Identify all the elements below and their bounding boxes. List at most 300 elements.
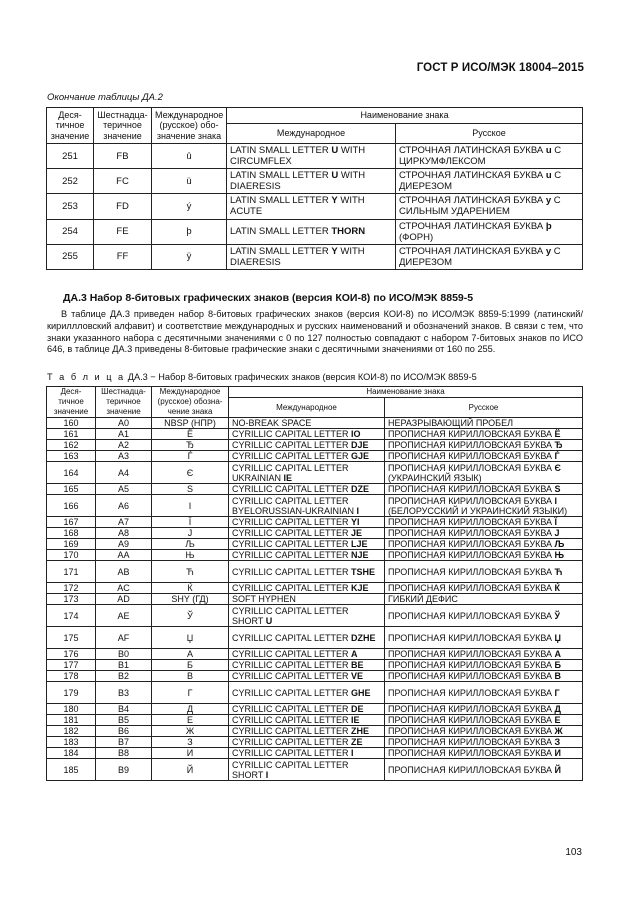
decimal-cell: 174 — [47, 605, 96, 627]
international-name-cell — [227, 219, 396, 244]
international-name-text: CYRILLIC CAPITAL LETTER — [232, 528, 352, 538]
russian-name-text: ПРОПИСНАЯ КИРИЛЛОВСКАЯ БУКВА — [388, 764, 555, 775]
russian-name-letter: Њ — [554, 550, 565, 560]
russian-name-text: ПРОПИСНАЯ КИРИЛЛОВСКАЯ БУКВА — [388, 726, 555, 736]
russian-name-suffix: С ДИЕРЕЗОМ — [399, 245, 561, 268]
header-designation: Международное (русское) обозна-чение знака — [152, 387, 229, 418]
russian-name-cell — [396, 144, 583, 169]
header-hex: Шестнадца-теричное значение — [94, 108, 152, 144]
russian-name-letter: Ї — [554, 517, 558, 527]
russian-name-cell — [385, 759, 583, 781]
glyph-cell: Й — [152, 759, 229, 781]
russian-name-cell — [385, 583, 583, 594]
russian-name-suffix: С ДИЕРЕЗОМ — [399, 170, 562, 193]
international-name-cell — [229, 715, 385, 726]
international-name-text: LATIN SMALL LETTER — [230, 195, 332, 207]
header-international: Международное — [227, 124, 396, 144]
international-name-text: LATIN SMALL LETTER — [230, 145, 332, 157]
russian-name-letter: Г — [554, 687, 560, 698]
hex-cell: B2 — [96, 671, 152, 682]
international-name-letter: JE — [351, 528, 363, 538]
international-name-text: CYRILLIC CAPITAL LETTER — [232, 440, 352, 450]
russian-name-cell — [385, 649, 583, 660]
decimal-cell: 177 — [47, 660, 96, 671]
hex-cell: AA — [96, 550, 152, 561]
hex-cell: B8 — [96, 748, 152, 759]
glyph-cell: Ћ — [152, 561, 229, 583]
table-row — [47, 484, 583, 495]
table-row — [47, 704, 583, 715]
russian-name-cell — [385, 748, 583, 759]
international-name-cell — [229, 671, 385, 682]
international-name-text: CYRILLIC CAPITAL LETTER — [232, 550, 352, 560]
hex-cell: A0 — [96, 418, 152, 429]
international-name-cell — [229, 594, 385, 605]
hex-cell: B0 — [96, 649, 152, 660]
russian-name-text: ПРОПИСНАЯ КИРИЛЛОВСКАЯ БУКВА — [388, 429, 555, 439]
russian-name-text: ПРОПИСНАЯ КИРИЛЛОВСКАЯ БУКВА — [388, 440, 555, 450]
russian-name-text: ПРОПИСНАЯ КИРИЛЛОВСКАЯ БУКВА — [388, 517, 555, 527]
glyph-cell: NBSP (НПР) — [152, 418, 229, 429]
russian-name-text: ПРОПИСНАЯ КИРИЛЛОВСКАЯ БУКВА — [388, 495, 555, 506]
table-row — [47, 605, 583, 627]
glyph-cell: Ў — [152, 605, 229, 627]
russian-name-text: ПРОПИСНАЯ КИРИЛЛОВСКАЯ БУКВА — [388, 704, 555, 714]
glyph-cell: Ѕ — [152, 484, 229, 495]
russian-name-cell — [385, 462, 583, 484]
glyph-cell: А — [152, 649, 229, 660]
international-name-cell — [229, 550, 385, 561]
decimal-cell: 163 — [47, 451, 96, 462]
international-name-text: LATIN SMALL LETTER — [230, 226, 332, 238]
international-name-text: CYRILLIC CAPITAL LETTER — [232, 566, 352, 577]
table-row — [47, 671, 583, 682]
header-name-group: Наименование знака — [229, 387, 583, 398]
international-name-letter: THORN — [331, 226, 366, 238]
decimal-cell: 169 — [47, 539, 96, 550]
russian-name-suffix: (БЕЛОРУССКИЙ И УКРАИНСКИЙ ЯЗЫКИ) — [388, 505, 568, 516]
decimal-cell: 176 — [47, 649, 96, 660]
table-row — [47, 660, 583, 671]
international-name-cell — [229, 528, 385, 539]
international-name-letter: NJE — [351, 550, 369, 560]
section-paragraph: В таблице ДА.3 приведен набор 8-битовых графических знаков (версия КОИ-8) по ИСО/МЭК 8859-5:1999 (латинский/кириллловский алфавит) и соответствие международных и русских наименований и обозначений знаков. В связи с тем, что знаки указанного набора с десятичными значениями с 0 по 127 полностью совпадают с набором 7-битовых знаков по ИСО 646, в таблице ДА.3 приведены 8-битовые графические знаки с десятичными значениями от 160 по 255. — [47, 309, 583, 355]
russian-name-letter: З — [554, 737, 561, 747]
russian-name-text: ПРОПИСНАЯ КИРИЛЛОВСКАЯ БУКВА — [388, 484, 555, 494]
header-designation: Международное (русское) обо-значение знака — [152, 108, 227, 144]
decimal-cell: 161 — [47, 429, 96, 440]
international-name-letter: IO — [351, 429, 361, 439]
table-row — [47, 737, 583, 748]
glyph-cell: Ї — [152, 517, 229, 528]
table-caption-text: ДА.3 − Набор 8-битовых графических знаков (версия КОИ-8) по ИСО/МЭК 8859-5 — [125, 372, 477, 382]
international-name-text: CYRILLIC CAPITAL LETTER — [232, 451, 352, 461]
table-row — [47, 594, 583, 605]
international-name-suffix: WITH DIAERESIS — [230, 245, 365, 268]
russian-name-text: ПРОПИСНАЯ КИРИЛЛОВСКАЯ БУКВА — [388, 610, 555, 621]
glyph-cell: Д — [152, 704, 229, 715]
international-name-cell — [229, 561, 385, 583]
russian-name-cell — [385, 715, 583, 726]
glyph-cell: Џ — [152, 627, 229, 649]
russian-name-text: ПРОПИСНАЯ КИРИЛЛОВСКАЯ БУКВА — [388, 451, 555, 461]
international-name-text: SOFT HYPHEN — [232, 594, 296, 604]
glyph-cell: Е — [152, 715, 229, 726]
international-name-letter: U — [331, 170, 339, 182]
russian-name-letter: Ё — [554, 429, 561, 439]
russian-name-text: ПРОПИСНАЯ КИРИЛЛОВСКАЯ БУКВА — [388, 649, 555, 659]
russian-name-cell — [396, 219, 583, 244]
international-name-suffix: WITH ACUTE — [230, 195, 365, 218]
russian-name-cell — [385, 451, 583, 462]
table-row — [47, 517, 583, 528]
russian-name-text: ПРОПИСНАЯ КИРИЛЛОВСКАЯ БУКВА — [388, 632, 555, 643]
decimal-cell: 253 — [47, 194, 94, 219]
decimal-cell: 175 — [47, 627, 96, 649]
international-name-letter: U — [331, 145, 339, 157]
glyph-cell: І — [152, 495, 229, 517]
international-name-letter: I — [351, 748, 354, 758]
table-row — [47, 561, 583, 583]
international-name-cell — [229, 539, 385, 550]
international-name-letter: DZE — [351, 484, 370, 494]
international-name-text: CYRILLIC CAPITAL LETTER — [232, 704, 352, 714]
russian-name-cell — [396, 194, 583, 219]
russian-name-text: СТРОЧНАЯ ЛАТИНСКАЯ БУКВА — [399, 145, 546, 157]
table-da2-continuation — [46, 107, 583, 270]
hex-cell: A7 — [96, 517, 152, 528]
hex-cell: A6 — [96, 495, 152, 517]
international-name-text: CYRILLIC CAPITAL LETTER — [232, 484, 352, 494]
international-name-text: CYRILLIC CAPITAL LETTER — [232, 660, 352, 670]
international-name-cell — [229, 737, 385, 748]
table-row — [47, 528, 583, 539]
international-name-cell — [229, 660, 385, 671]
glyph-cell: þ — [152, 219, 227, 244]
header-russian: Русское — [385, 398, 583, 418]
international-name-text: CYRILLIC CAPITAL LETTER — [232, 715, 352, 725]
hex-cell: AF — [96, 627, 152, 649]
international-name-cell — [229, 682, 385, 704]
russian-name-text: СТРОЧНАЯ ЛАТИНСКАЯ БУКВА — [399, 170, 546, 182]
decimal-cell: 167 — [47, 517, 96, 528]
russian-name-text: ПРОПИСНАЯ КИРИЛЛОВСКАЯ БУКВА — [388, 462, 555, 473]
decimal-cell: 254 — [47, 219, 94, 244]
table-caption-label: Т а б л и ц а — [47, 372, 126, 382]
decimal-cell: 178 — [47, 671, 96, 682]
table-row — [47, 440, 583, 451]
glyph-cell: ÿ — [152, 244, 227, 269]
russian-name-letter: Б — [554, 660, 561, 670]
hex-cell: FE — [94, 219, 152, 244]
international-name-letter: I — [265, 769, 269, 780]
russian-name-letter: Ћ — [554, 566, 563, 577]
international-name-text: CYRILLIC CAPITAL LETTER — [232, 539, 352, 549]
international-name-cell — [229, 451, 385, 462]
international-name-letter: U — [265, 615, 273, 626]
table-row — [47, 462, 583, 484]
header-russian: Русское — [396, 124, 583, 144]
international-name-cell — [229, 484, 385, 495]
international-name-cell — [227, 194, 396, 219]
international-name-letter: GJE — [351, 451, 370, 461]
hex-cell: B9 — [96, 759, 152, 781]
glyph-cell: Є — [152, 462, 229, 484]
hex-cell: B3 — [96, 682, 152, 704]
table-row — [47, 495, 583, 517]
international-name-text: CYRILLIC CAPITAL LETTER — [232, 517, 352, 527]
decimal-cell: 164 — [47, 462, 96, 484]
hex-cell: A5 — [96, 484, 152, 495]
international-name-cell — [229, 418, 385, 429]
table-row — [47, 418, 583, 429]
international-name-letter: Y — [331, 195, 338, 207]
header-hex: Шестнадца-теричное значение — [96, 387, 152, 418]
decimal-cell: 182 — [47, 726, 96, 737]
glyph-cell: ü — [152, 169, 227, 194]
decimal-cell: 173 — [47, 594, 96, 605]
international-name-cell — [229, 495, 385, 517]
international-name-text: CYRILLIC CAPITAL LETTER — [232, 632, 352, 643]
russian-name-cell — [385, 737, 583, 748]
glyph-cell: Ѓ — [152, 451, 229, 462]
international-name-suffix: WITH CIRCUMFLEX — [230, 145, 366, 168]
russian-name-letter: þ — [545, 220, 552, 232]
russian-name-letter: y — [545, 245, 552, 257]
russian-name-cell — [396, 244, 583, 269]
international-name-letter: KJE — [351, 583, 369, 593]
table-row — [47, 627, 583, 649]
hex-cell: B1 — [96, 660, 152, 671]
table-row — [47, 759, 583, 781]
hex-cell: AB — [96, 561, 152, 583]
international-name-text: CYRILLIC CAPITAL LETTER — [232, 687, 352, 698]
russian-name-cell — [385, 704, 583, 715]
russian-name-text: ПРОПИСНАЯ КИРИЛЛОВСКАЯ БУКВА — [388, 583, 555, 593]
international-name-cell — [229, 748, 385, 759]
international-name-letter: A — [351, 649, 358, 659]
glyph-cell: Њ — [152, 550, 229, 561]
header-international: Международное — [229, 398, 385, 418]
hex-cell: B5 — [96, 715, 152, 726]
russian-name-letter: Ќ — [554, 583, 561, 593]
russian-name-letter: u — [545, 145, 552, 157]
hex-cell: AC — [96, 583, 152, 594]
russian-name-suffix: С ЦИРКУМФЛЕКСОМ — [399, 145, 562, 168]
russian-name-letter: Є — [554, 462, 561, 473]
hex-cell: A2 — [96, 440, 152, 451]
section-title: ДА.3 Набор 8-битовых графических знаков (версия КОИ-8) по ИСО/МЭК 8859-5 — [63, 292, 474, 304]
hex-cell: A1 — [96, 429, 152, 440]
table-row — [47, 194, 583, 219]
decimal-cell: 170 — [47, 550, 96, 561]
russian-name-cell — [385, 671, 583, 682]
decimal-cell: 179 — [47, 682, 96, 704]
hex-cell: B7 — [96, 737, 152, 748]
russian-name-text: ПРОПИСНАЯ КИРИЛЛОВСКАЯ БУКВА — [388, 687, 555, 698]
international-name-cell — [229, 583, 385, 594]
international-name-cell — [229, 759, 385, 781]
russian-name-cell — [385, 594, 583, 605]
international-name-cell — [229, 462, 385, 484]
decimal-cell: 162 — [47, 440, 96, 451]
decimal-cell: 251 — [47, 144, 94, 169]
hex-cell: B6 — [96, 726, 152, 737]
glyph-cell: Ё — [152, 429, 229, 440]
decimal-cell: 255 — [47, 244, 94, 269]
international-name-letter: IE — [283, 472, 293, 483]
hex-cell: FD — [94, 194, 152, 219]
russian-name-text: ПРОПИСНАЯ КИРИЛЛОВСКАЯ БУКВА — [388, 715, 555, 725]
international-name-text: CYRILLIC CAPITAL LETTER — [232, 748, 352, 758]
glyph-cell: SHY (ГД) — [152, 594, 229, 605]
glyph-cell: З — [152, 737, 229, 748]
russian-name-letter: S — [554, 484, 561, 494]
russian-name-text: ПРОПИСНАЯ КИРИЛЛОВСКАЯ БУКВА — [388, 671, 555, 681]
international-name-cell — [227, 144, 396, 169]
international-name-text: CYRILLIC CAPITAL LETTER SHORT — [232, 759, 349, 780]
international-name-letter: YI — [351, 517, 360, 527]
international-name-letter: ZE — [351, 737, 363, 747]
russian-name-text: ПРОПИСНАЯ КИРИЛЛОВСКАЯ БУКВА — [388, 528, 555, 538]
decimal-cell: 171 — [47, 561, 96, 583]
document-header: ГОСТ Р ИСО/МЭК 18004–2015 — [416, 62, 584, 74]
glyph-cell: Ђ — [152, 440, 229, 451]
russian-name-letter: А — [554, 649, 562, 659]
russian-name-text: ГИБКИЙ ДЕФИС — [388, 594, 458, 604]
international-name-letter: DE — [351, 704, 364, 714]
hex-cell: A3 — [96, 451, 152, 462]
russian-name-text: СТРОЧНАЯ ЛАТИНСКАЯ БУКВА — [399, 220, 546, 232]
russian-name-letter: Е — [554, 715, 561, 725]
decimal-cell: 180 — [47, 704, 96, 715]
international-name-text: CYRILLIC CAPITAL LETTER BYELORUSSIAN-UKRAINIAN — [232, 495, 357, 516]
russian-name-text: ПРОПИСНАЯ КИРИЛЛОВСКАЯ БУКВА — [388, 748, 555, 758]
decimal-cell: 160 — [47, 418, 96, 429]
russian-name-cell — [385, 418, 583, 429]
decimal-cell: 185 — [47, 759, 96, 781]
russian-name-letter: Џ — [554, 632, 561, 643]
russian-name-cell — [385, 528, 583, 539]
table-da3 — [46, 386, 583, 781]
table-row — [47, 429, 583, 440]
table-row — [47, 583, 583, 594]
table-row — [47, 219, 583, 244]
russian-name-cell — [385, 561, 583, 583]
international-name-letter: BE — [351, 660, 364, 670]
international-name-cell — [229, 517, 385, 528]
russian-name-cell — [385, 517, 583, 528]
international-name-text: CYRILLIC CAPITAL LETTER — [232, 737, 352, 747]
russian-name-cell — [385, 627, 583, 649]
glyph-cell: J — [152, 528, 229, 539]
table-row — [47, 726, 583, 737]
russian-name-letter: Д — [554, 704, 561, 714]
russian-name-text: НЕРАЗРЫВАЮЩИЙ ПРОБЕЛ — [388, 418, 513, 428]
russian-name-letter: I — [554, 495, 558, 506]
international-name-text: CYRILLIC CAPITAL LETTER — [232, 671, 352, 681]
russian-name-letter: Ж — [554, 726, 563, 736]
international-name-suffix: WITH DIAERESIS — [230, 170, 366, 193]
decimal-cell: 184 — [47, 748, 96, 759]
glyph-cell: Ж — [152, 726, 229, 737]
hex-cell: A8 — [96, 528, 152, 539]
russian-name-cell — [385, 440, 583, 451]
international-name-text: CYRILLIC CAPITAL LETTER — [232, 583, 352, 593]
international-name-letter: LJE — [351, 539, 368, 549]
russian-name-cell — [385, 484, 583, 495]
header-decimal: Деся-тичное значение — [47, 387, 96, 418]
decimal-cell: 165 — [47, 484, 96, 495]
russian-name-cell — [385, 429, 583, 440]
decimal-cell: 181 — [47, 715, 96, 726]
international-name-cell — [229, 605, 385, 627]
international-name-text: CYRILLIC CAPITAL LETTER — [232, 726, 352, 736]
table-row — [47, 649, 583, 660]
glyph-cell: Љ — [152, 539, 229, 550]
russian-name-text: ПРОПИСНАЯ КИРИЛЛОВСКАЯ БУКВА — [388, 660, 555, 670]
russian-name-cell — [385, 550, 583, 561]
decimal-cell: 252 — [47, 169, 94, 194]
russian-name-letter: И — [554, 748, 561, 758]
international-name-text: LATIN SMALL LETTER — [230, 245, 332, 257]
international-name-letter: DZHE — [351, 632, 376, 643]
russian-name-cell — [385, 539, 583, 550]
glyph-cell: В — [152, 671, 229, 682]
glyph-cell: û — [152, 144, 227, 169]
table-row — [47, 748, 583, 759]
russian-name-letter: u — [545, 170, 552, 182]
table-row — [47, 715, 583, 726]
decimal-cell: 166 — [47, 495, 96, 517]
hex-cell: AD — [96, 594, 152, 605]
international-name-cell — [227, 244, 396, 269]
international-name-text: CYRILLIC CAPITAL LETTER — [232, 649, 352, 659]
table-row — [47, 144, 583, 169]
decimal-cell: 183 — [47, 737, 96, 748]
russian-name-letter: Ѓ — [554, 451, 560, 461]
russian-name-cell — [396, 169, 583, 194]
russian-name-cell — [385, 682, 583, 704]
table-row — [47, 550, 583, 561]
international-name-cell — [227, 169, 396, 194]
international-name-cell — [229, 627, 385, 649]
international-name-letter: ZHE — [351, 726, 370, 736]
hex-cell: FB — [94, 144, 152, 169]
table-row — [47, 682, 583, 704]
header-decimal: Деся-тичное значение — [47, 108, 94, 144]
hex-cell: FF — [94, 244, 152, 269]
page-number: 103 — [565, 847, 582, 858]
russian-name-cell — [385, 605, 583, 627]
international-name-letter: Y — [331, 245, 338, 257]
hex-cell: A4 — [96, 462, 152, 484]
russian-name-text: СТРОЧНАЯ ЛАТИНСКАЯ БУКВА — [399, 245, 546, 257]
international-name-cell — [229, 649, 385, 660]
russian-name-letter: y — [545, 195, 552, 207]
international-name-letter: TSHE — [351, 566, 376, 577]
russian-name-cell — [385, 495, 583, 517]
hex-cell: A9 — [96, 539, 152, 550]
russian-name-text: ПРОПИСНАЯ КИРИЛЛОВСКАЯ БУКВА — [388, 737, 555, 747]
international-name-text: LATIN SMALL LETTER — [230, 170, 332, 182]
international-name-letter: IE — [351, 715, 360, 725]
russian-name-text: ПРОПИСНАЯ КИРИЛЛОВСКАЯ БУКВА — [388, 550, 555, 560]
international-name-text: NO-BREAK SPACE — [232, 418, 312, 428]
international-name-text: CYRILLIC CAPITAL LETTER UKRAINIAN — [232, 462, 349, 483]
russian-name-suffix: (ФОРН) — [399, 231, 434, 243]
table-row — [47, 244, 583, 269]
